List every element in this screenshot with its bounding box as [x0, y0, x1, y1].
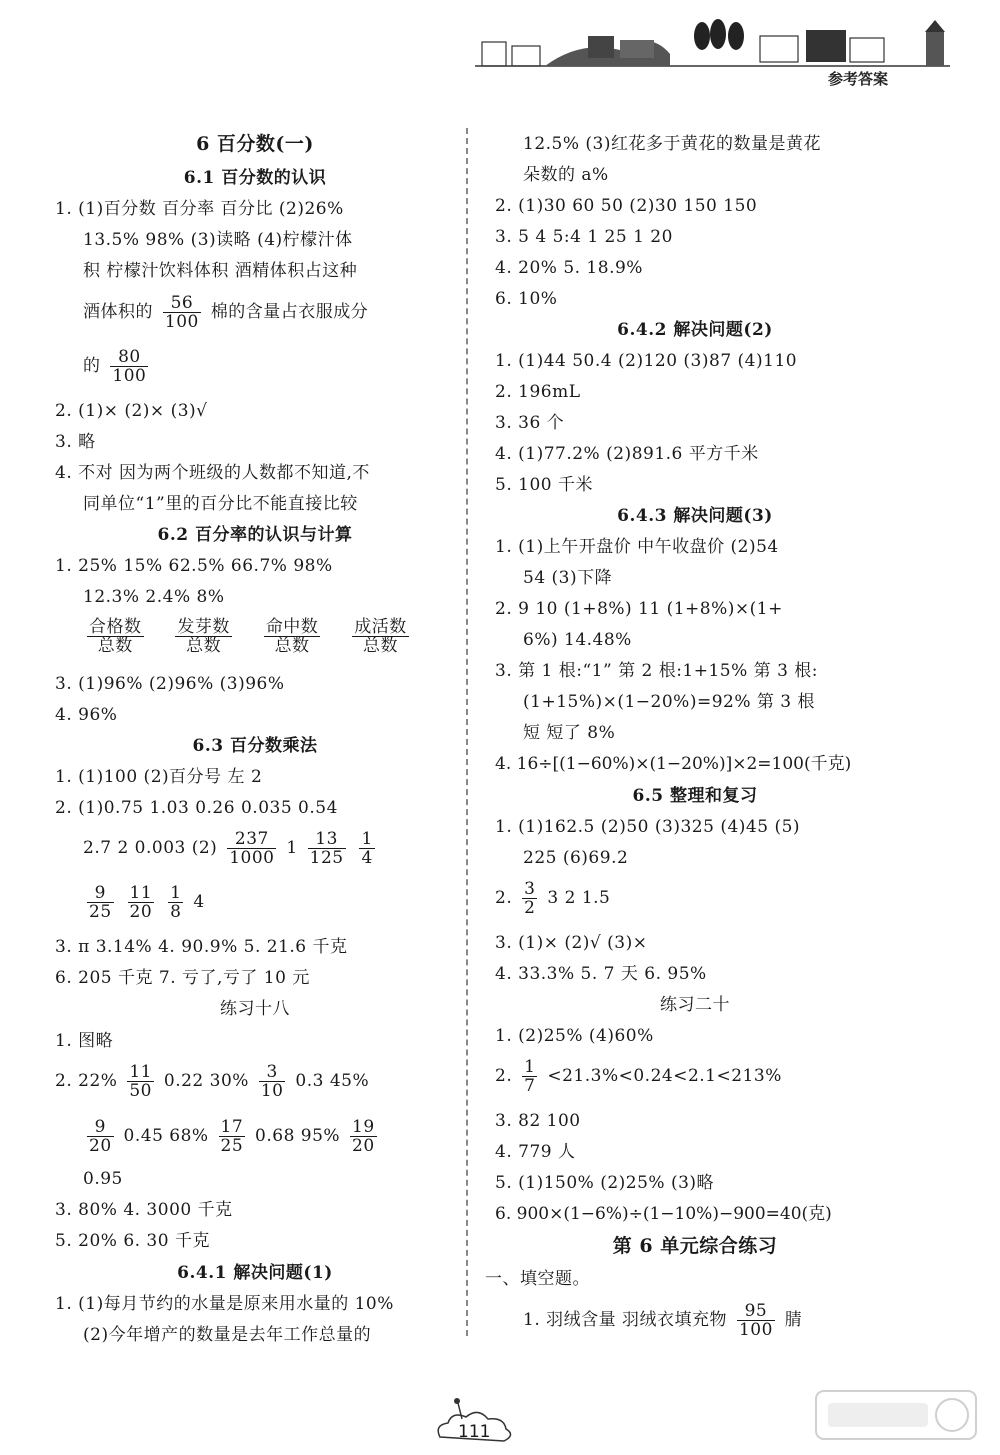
answer-line: 12.5% (3)红花多于黄花的数量是黄花 [523, 134, 821, 154]
numerator: 17 [220, 1117, 244, 1137]
answer-line: 1. (1)上午开盘价 中午收盘价 (2)54 [495, 537, 779, 557]
answer-line: 1. (1)100 (2)百分号 左 2 [55, 767, 263, 787]
section-title: 6.5 整理和复习 [632, 786, 758, 806]
answer-line: 3. 5 4 5:4 1 25 1 20 [495, 227, 673, 247]
fraction [168, 884, 183, 921]
answer-text: 1 [286, 838, 298, 858]
answer-line: 1. 图略 [55, 1031, 114, 1051]
answer-text: 棉的含量占衣服成分 [210, 302, 369, 322]
answer-line [83, 348, 152, 385]
denominator: 100 [738, 1320, 773, 1340]
answer-line: 13.5% 98% (3)读略 (4)柠檬汁体 [83, 230, 353, 250]
numerator: 56 [163, 294, 201, 313]
answer-text: 2. [495, 888, 513, 908]
answer-line: (2)今年增产的数量是去年工作总量的 [83, 1325, 372, 1345]
fraction [87, 1118, 114, 1155]
numerator: 1 [524, 1057, 536, 1077]
numerator: 11 [129, 883, 153, 903]
fraction [128, 884, 155, 921]
answer-line [495, 1058, 782, 1095]
fraction [163, 294, 201, 331]
numerator: 9 [87, 1118, 114, 1137]
numerator: 3 [259, 1063, 286, 1082]
answer-text: 2. [495, 1066, 513, 1086]
answer-line: (1+15%)×(1−20%)=92% 第 3 根 [523, 692, 816, 712]
answer-line: 1. (2)25% (4)60% [495, 1026, 654, 1046]
denominator: 10 [260, 1081, 284, 1101]
answer-line [523, 1302, 802, 1339]
answer-line: 3. 80% 4. 3000 千克 [55, 1200, 233, 1220]
answer-line [83, 884, 205, 921]
answer-line: 0.95 [83, 1169, 123, 1189]
answer-text: <21.3%<0.24<2.1<213% [547, 1066, 782, 1086]
numerator: 19 [352, 1117, 375, 1137]
section-title: 6.4.2 解决问题(2) [617, 320, 773, 340]
answer-key-label: 参考答案 [827, 70, 888, 88]
denominator: 8 [170, 902, 182, 922]
fraction [87, 618, 144, 655]
denominator: 总数 [362, 636, 398, 656]
numerator: 13 [308, 830, 346, 849]
denominator: 25 [220, 1136, 244, 1156]
chapter-title: 6 百分数(一) [196, 133, 314, 155]
answer-text: 0.68 95% [255, 1126, 341, 1146]
answer-line: 2. (1)30 60 50 (2)30 150 150 [495, 196, 758, 216]
answer-line: 4. 779 人 [495, 1142, 576, 1162]
section-title: 第 6 单元综合练习 [612, 1235, 778, 1257]
section-title: 6.4.3 解决问题(3) [617, 506, 773, 526]
answer-line: 4. 20% 5. 18.9% [495, 258, 643, 278]
answer-line: 4. 不对 因为两个班级的人数都不知道,不 [55, 463, 370, 483]
watermark-logo [812, 1385, 982, 1445]
denominator: 1000 [229, 848, 275, 868]
answer-line: 4. (1)77.2% (2)891.6 平方千米 [495, 444, 759, 464]
fraction [522, 880, 537, 917]
answer-line: 3. 36 个 [495, 413, 565, 433]
answer-text: 0.3 45% [295, 1071, 370, 1091]
answer-line: 54 (3)下降 [523, 568, 613, 588]
answer-line [83, 294, 368, 331]
answer-line: 3. 82 100 [495, 1111, 581, 1131]
answer-line: 3. 第 1 根:“1” 第 2 根:1+15% 第 3 根: [495, 661, 819, 681]
answer-line: 一、填空题。 [485, 1269, 590, 1289]
denominator: 总数 [97, 636, 133, 656]
numerator: 3 [524, 879, 536, 899]
numerator: 95 [737, 1302, 775, 1321]
fraction [522, 1058, 537, 1095]
denominator: 总数 [186, 636, 222, 656]
denominator: 25 [89, 902, 112, 922]
numerator: 发芽数 [177, 617, 230, 637]
answer-line: 2. 196mL [495, 382, 581, 402]
answer-line: 6%) 14.48% [523, 630, 632, 650]
answer-line [495, 880, 610, 917]
answer-line: 4. 33.3% 5. 7 天 6. 95% [495, 964, 707, 984]
numerator: 9 [87, 884, 114, 903]
fraction [259, 1063, 286, 1100]
answer-line: 1. (1)每月节约的水量是原来用水量的 10% [55, 1294, 394, 1314]
section-title: 练习二十 [660, 995, 730, 1015]
denominator: 20 [352, 1136, 375, 1156]
denominator: 4 [361, 848, 373, 868]
header-decoration [470, 10, 960, 90]
answer-line: 3. π 3.14% 4. 90.9% 5. 21.6 千克 [55, 937, 348, 957]
answer-line: 3. (1)96% (2)96% (3)96% [55, 674, 285, 694]
numerator: 合格数 [89, 617, 142, 637]
numerator: 80 [110, 348, 148, 367]
section-title: 6.3 百分数乘法 [192, 736, 318, 756]
denominator: 7 [524, 1076, 536, 1096]
denominator: 20 [89, 1136, 112, 1156]
fraction [350, 1118, 377, 1155]
fraction [308, 830, 346, 867]
answer-line [83, 618, 413, 655]
fraction [227, 830, 276, 867]
section-title: 6.2 百分率的认识与计算 [157, 525, 353, 545]
answer-line: 225 (6)69.2 [523, 848, 629, 868]
answer-line: 1. (1)百分数 百分率 百分比 (2)26% [55, 199, 344, 219]
answer-text: 的 [83, 356, 101, 376]
answer-line: 2. 9 10 (1+8%) 11 (1+8%)×(1+ [495, 599, 783, 619]
answer-line: 4. 96% [55, 705, 118, 725]
answer-line: 同单位“1”里的百分比不能直接比较 [83, 494, 358, 514]
denominator: 100 [112, 366, 147, 386]
section-title: 6.1 百分数的认识 [183, 168, 327, 188]
answer-line [55, 1063, 369, 1100]
answer-line: 5. 100 千米 [495, 475, 593, 495]
answer-line: 1. 25% 15% 62.5% 66.7% 98% [55, 556, 333, 576]
numerator: 命中数 [265, 617, 319, 637]
answer-text: 4 [193, 892, 205, 912]
answer-line: 短 短了 8% [523, 723, 616, 743]
denominator: 总数 [274, 636, 310, 656]
answer-line: 5. 20% 6. 30 千克 [55, 1231, 210, 1251]
section-title: 6.4.1 解决问题(1) [177, 1263, 333, 1283]
answer-line: 5. (1)150% (2)25% (3)略 [495, 1173, 715, 1193]
answer-text: 酒体积的 [83, 302, 153, 322]
section-title: 练习十八 [220, 999, 290, 1019]
answer-line: 3. (1)× (2)√ (3)× [495, 933, 648, 953]
numerator: 237 [227, 830, 276, 849]
fraction [352, 618, 409, 655]
answer-text: 3 2 1.5 [547, 888, 611, 908]
answer-text: 腈 [784, 1310, 803, 1330]
denominator: 100 [164, 312, 199, 332]
answer-line: 6. 900×(1−6%)÷(1−10%)−900=40(克) [495, 1204, 832, 1224]
fraction [175, 618, 232, 655]
denominator: 20 [129, 902, 153, 922]
answer-text: 0.22 30% [163, 1071, 249, 1091]
numerator: 成活数 [354, 617, 407, 637]
numerator: 1 [170, 883, 182, 903]
answer-text: 0.45 68% [123, 1126, 209, 1146]
column-divider [466, 128, 468, 1336]
numerator: 1 [361, 829, 373, 849]
fraction [110, 348, 148, 385]
page-number: 111 [458, 1422, 491, 1442]
answer-text: 2.7 2 0.003 (2) [83, 838, 218, 858]
numerator: 11 [129, 1062, 152, 1082]
answer-line: 朵数的 a% [523, 165, 609, 185]
fraction [127, 1063, 154, 1100]
fraction [219, 1118, 246, 1155]
fraction [359, 830, 374, 867]
answer-line: 6. 205 千克 7. 亏了,亏了 10 元 [55, 968, 310, 988]
answer-line [83, 830, 379, 867]
answer-line: 3. 略 [55, 432, 96, 452]
answer-line: 6. 10% [495, 289, 558, 309]
answer-line [83, 1118, 381, 1155]
fraction [264, 618, 321, 655]
answer-line: 1. (1)162.5 (2)50 (3)325 (4)45 (5) [495, 817, 801, 837]
denominator: 2 [524, 898, 536, 918]
denominator: 50 [129, 1081, 152, 1101]
answer-line: 2. (1)× (2)× (3)√ [55, 401, 208, 421]
answer-text: 1. 羽绒含量 羽绒衣填充物 [523, 1310, 728, 1330]
answer-line: 12.3% 2.4% 8% [83, 587, 225, 607]
answer-line: 4. 16÷[(1−60%)×(1−20%)]×2=100(千克) [495, 754, 852, 774]
answer-line: 积 柠檬汁饮料体积 酒精体积占这种 [83, 261, 358, 281]
answer-line: 1. (1)44 50.4 (2)120 (3)87 (4)110 [495, 351, 798, 371]
answer-text: 2. 22% [55, 1071, 118, 1091]
answer-line: 2. (1)0.75 1.03 0.26 0.035 0.54 [55, 798, 338, 818]
denominator: 125 [309, 848, 344, 868]
fraction [87, 884, 114, 921]
fraction [737, 1302, 775, 1339]
